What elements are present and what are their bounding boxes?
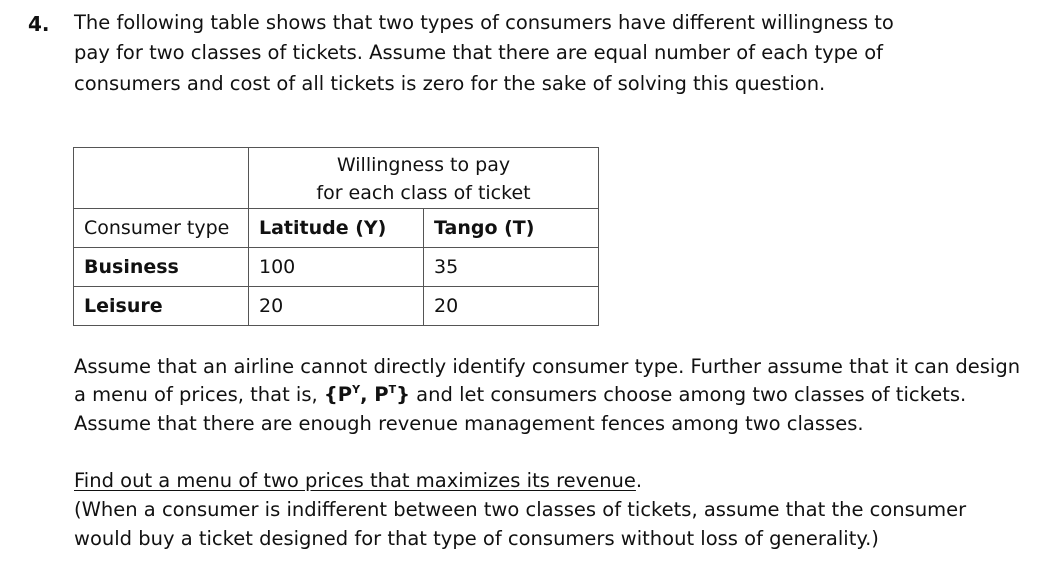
task-period: . xyxy=(635,469,643,492)
price-menu-close: } xyxy=(396,383,410,406)
table-header-line-2: for each class of ticket xyxy=(316,182,531,204)
intro-line-3: consumers and cost of all tickets is zero for the sake of solving this question. xyxy=(74,72,826,95)
row-business-type: Business xyxy=(74,248,249,287)
price-menu-mid: , P xyxy=(360,383,389,406)
price-menu-sup-t: T xyxy=(388,383,397,396)
task-statement: Find out a menu of two prices that maximizes its revenue xyxy=(74,469,636,492)
price-menu-sup-y: Y xyxy=(352,383,361,396)
table-row xyxy=(74,248,599,287)
task-line xyxy=(74,467,642,495)
task-note-line-1: (When a consumer is indifferent between two classes of tickets, assume that the consumer xyxy=(74,498,967,521)
row-leisure-tango: 20 xyxy=(424,287,599,326)
assumption-line-2 xyxy=(74,381,966,409)
row-leisure-type: Leisure xyxy=(74,287,249,326)
table-row xyxy=(74,287,599,326)
table-header-empty-cell xyxy=(74,148,249,209)
row-business-tango: 35 xyxy=(424,248,599,287)
table-header-title xyxy=(249,148,599,209)
assumption-line-2-start: a menu of prices, that is, xyxy=(74,383,324,406)
table-header-row xyxy=(74,148,599,209)
assumption-line-2-end: and let consumers choose among two classes of tickets. xyxy=(409,383,967,406)
price-menu-open: {P xyxy=(323,383,353,406)
column-header-tango: Tango (T) xyxy=(424,209,599,248)
intro-line-1: The following table shows that two types of consumers have different willingness to xyxy=(74,11,894,34)
column-header-latitude: Latitude (Y) xyxy=(249,209,424,248)
column-header-consumer-type: Consumer type xyxy=(74,209,249,248)
price-menu xyxy=(324,383,410,406)
table-column-header-row xyxy=(74,209,599,248)
willingness-to-pay-table xyxy=(73,147,599,326)
question-number: 4. xyxy=(28,12,50,36)
task-note-line-2: would buy a ticket designed for that type of consumers without loss of generality.) xyxy=(74,527,879,550)
intro-line-2: pay for two classes of tickets. Assume that there are equal number of each type of xyxy=(74,41,884,64)
row-business-latitude: 100 xyxy=(249,248,424,287)
table-header-line-1: Willingness to pay xyxy=(336,154,511,176)
assumption-line-3: Assume that there are enough revenue management fences among two classes. xyxy=(74,412,864,435)
assumption-line-1: Assume that an airline cannot directly identify consumer type. Further assume that it can design xyxy=(74,355,1021,378)
row-leisure-latitude: 20 xyxy=(249,287,424,326)
